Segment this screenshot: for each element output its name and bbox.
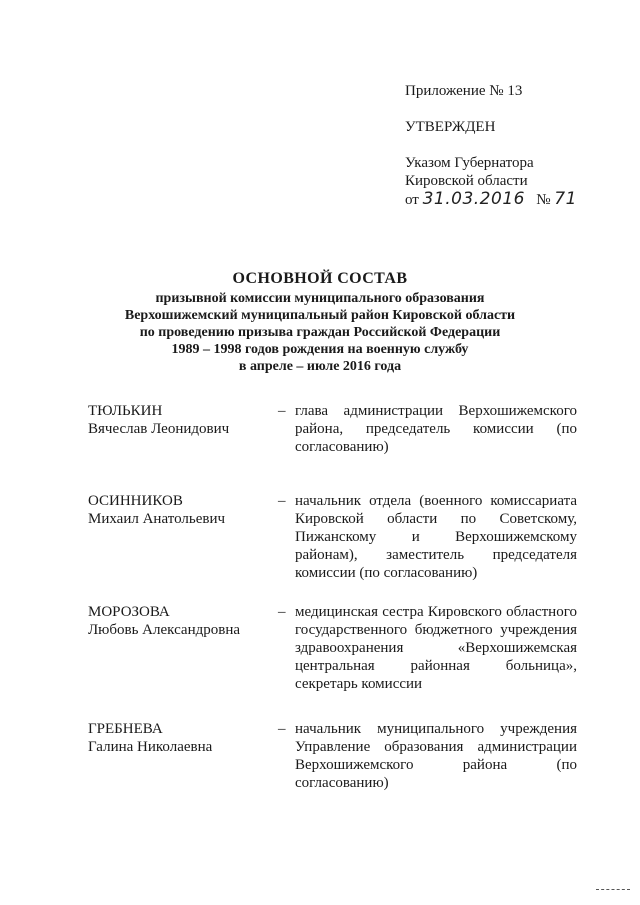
decree-line-2: Кировской области <box>405 173 528 189</box>
from-prefix: от <box>405 192 419 208</box>
member-dash: – <box>278 403 286 419</box>
member-given-name: Любовь Александровна <box>88 622 240 638</box>
member-given-name: Галина Николаевна <box>88 739 213 755</box>
member-name <box>88 603 268 639</box>
member-role: начальник муниципального учреждения Управление образования администрации Верхошижемского района (по согласованию) <box>295 721 577 791</box>
member-given-name: Михаил Анатольевич <box>88 511 226 527</box>
decree-line-1: Указом Губернатора <box>405 155 534 171</box>
decree-number: 71 <box>554 189 577 209</box>
member-surname: ГРЕБНЕВА <box>88 721 163 737</box>
member-name <box>88 492 268 528</box>
document-title: ОСНОВНОЙ СОСТАВ <box>232 270 408 287</box>
member-surname: ТЮЛЬКИН <box>88 403 163 419</box>
member-entry <box>88 492 588 603</box>
member-surname: МОРОЗОВА <box>88 604 170 620</box>
member-surname: ОСИННИКОВ <box>88 493 183 509</box>
decree-date-line <box>405 190 577 209</box>
approval-block <box>405 82 577 209</box>
member-role: глава администрации Верхошижемского района, председатель комиссии (по согласованию) <box>295 403 577 455</box>
member-entry <box>88 720 588 810</box>
approved-label: УТВЕРЖДЕН <box>405 119 496 135</box>
subtitle-line-4: 1989 – 1998 годов рождения на военную службу <box>171 342 469 357</box>
number-prefix: № <box>536 192 551 208</box>
member-entry <box>88 603 588 720</box>
member-role: медицинская сестра Кировского областного государственного бюджетного учреждения здравоохранения «Верхошижемская центральная районная больница», секретарь комиссии <box>295 604 577 692</box>
title-block <box>0 268 640 375</box>
decree-date: 31.03.2016 <box>422 189 525 209</box>
subtitle-line-3: по проведению призыва граждан Российской Федерации <box>139 325 501 340</box>
member-role: начальник отдела (военного комиссариата Кировской области по Советскому, Пижанскому и Верхошижемскому районам), заместитель председателя комиссии (по согласованию) <box>295 493 577 581</box>
subtitle-line-2: Верхошижемский муниципальный район Кировской области <box>124 308 516 323</box>
appendix-label: Приложение № 13 <box>405 83 523 99</box>
member-dash: – <box>278 604 286 620</box>
members-list <box>88 402 588 810</box>
member-entry <box>88 402 588 492</box>
member-dash: – <box>278 721 286 737</box>
subtitle-line-5: в апреле – июле 2016 года <box>238 359 402 374</box>
member-name <box>88 720 268 756</box>
subtitle-line-1: призывной комиссии муниципального образования <box>155 291 485 306</box>
member-given-name: Вячеслав Леонидович <box>88 421 230 437</box>
member-dash: – <box>278 493 286 509</box>
member-name <box>88 402 268 438</box>
footer-rule <box>596 889 630 890</box>
